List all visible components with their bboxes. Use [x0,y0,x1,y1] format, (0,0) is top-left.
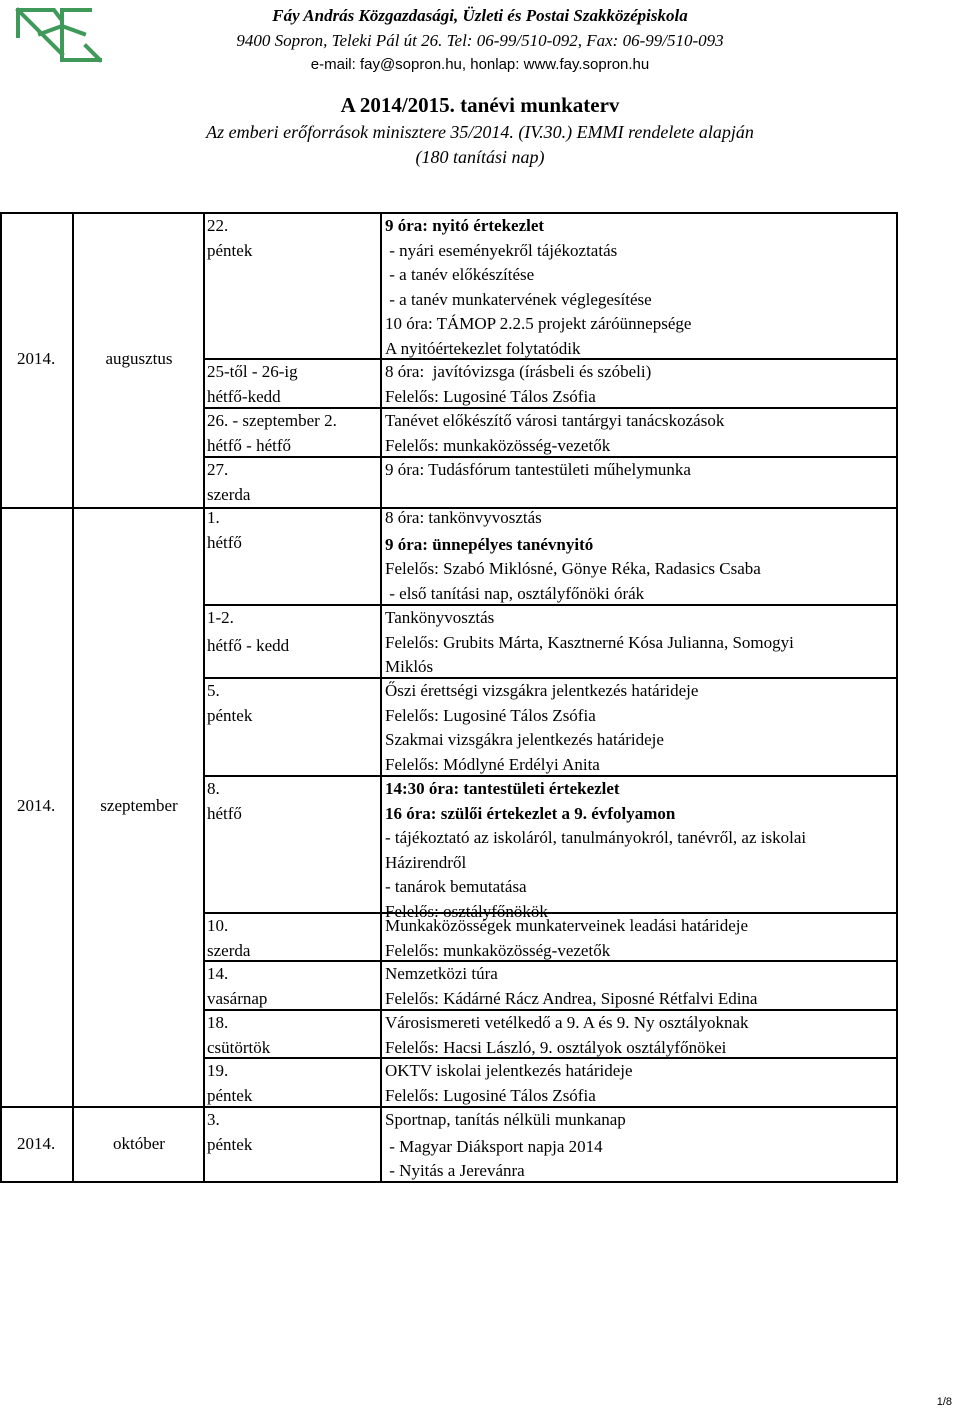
date-cell: 1-2. hétfő - kedd [207,608,290,655]
event-cell: 9 óra: nyitó értekezlet - nyári eseményekről tájékoztatás - a tanév előkészítése - a tanév munkatervének véglegesítése 10 óra: TÁMOP 2.2.5 projekt záróünnepsége A nyitóértekezlet folytatódik [385,216,692,358]
date-cell: 5. péntek [207,681,253,725]
event-cell: 9 óra: Tudásfórum tantestületi műhelymunka [385,460,691,479]
month-cell: szeptember [100,796,178,815]
event-cell: Nemzetközi túra Felelős: Kádárné Rácz Andrea, Siposné Rétfalvi Edina [385,964,758,1008]
event-cell: Tankönyvosztás Felelős: Grubits Márta, Kasztnerné Kósa Julianna, Somogyi Miklós [385,608,794,676]
date-cell: 22. péntek [207,216,253,260]
event-cell: 14:30 óra: tantestületi értekezlet 16 óra: szülői értekezlet a 9. évfolyamon - tájékoztató az iskoláról, tanulmányokról, tanévről, az iskolai Házirendről - tanárok bemutatása Felelős: osztályfőnökök [385,779,807,921]
school-name: Fáy András Közgazdasági, Üzleti és Postai Szakközépiskola [272,6,688,25]
date-cell: 18. csütörtök [207,1013,271,1057]
document-subtitle: Az emberi erőforrások minisztere 35/2014. (IV.30.) EMMI rendelete alapján [206,122,754,142]
month-cell: augusztus [105,349,173,368]
date-cell: 27. szerda [207,460,251,504]
date-cell: 19. péntek [207,1061,253,1105]
date-cell: 26. - szeptember 2. hétfő - hétfő [207,411,337,455]
event-cell: Tanévet előkészítő városi tantárgyi tanácskozások Felelős: munkaközösség-vezetők [385,411,725,455]
event-cell: 8 óra: javítóvizsga (írásbeli és szóbeli) Felelős: Lugosiné Tálos Zsófia [385,362,652,406]
schedule-table [0,212,898,1183]
event-cell: Sportnap, tanítás nélküli munkanap - Magyar Diáksport napja 2014 - Nyitás a Jerevánra [385,1110,626,1180]
event-cell: Munkaközösségek munkaterveinek leadási határideje Felelős: munkaközösség-vezetők [385,916,749,960]
date-cell: 3. péntek [207,1110,253,1154]
document-title: A 2014/2015. tanévi munkaterv [340,93,620,117]
year-cell: 2014. [17,796,56,815]
date-cell: 10. szerda [207,916,251,960]
date-cell: 1. hétfő [207,508,242,552]
school-logo [14,6,102,64]
month-cell: október [113,1134,165,1153]
event-cell: 8 óra: tankönvyvosztás 9 óra: ünnepélyes tanévnyitó Felelős: Szabó Miklósné, Gönye Réka, Radasics Csaba - első tanítási nap, osztályfőnöki órák [385,508,761,603]
date-cell: 14. vasárnap [207,964,268,1008]
school-contact: e-mail: fay@sopron.hu, honlap: www.fay.sopron.hu [310,56,650,73]
page-number: 1/8 [936,1396,952,1408]
event-cell: Városismereti vetélkedő a 9. A és 9. Ny osztályoknak Felelős: Hacsi László, 9. osztályok osztályfőnökei [385,1013,749,1057]
date-cell: 25-től - 26-ig hétfő-kedd [207,362,298,406]
event-cell: OKTV iskolai jelentkezés határideje Felelős: Lugosiné Tálos Zsófia [385,1061,633,1105]
year-cell: 2014. [17,349,56,368]
school-address: 9400 Sopron, Teleki Pál út 26. Tel: 06-99/510-092, Fax: 06-99/510-093 [236,31,724,50]
date-cell: 8. hétfő [207,779,242,823]
event-cell: Őszi érettségi vizsgákra jelentkezés határideje Felelős: Lugosiné Tálos Zsófia Szakmai vizsgákra jelentkezés határideje Felelős: Módlyné Erdélyi Anita [385,681,699,774]
year-cell: 2014. [17,1134,56,1153]
teaching-days: (180 tanítási nap) [415,147,545,167]
